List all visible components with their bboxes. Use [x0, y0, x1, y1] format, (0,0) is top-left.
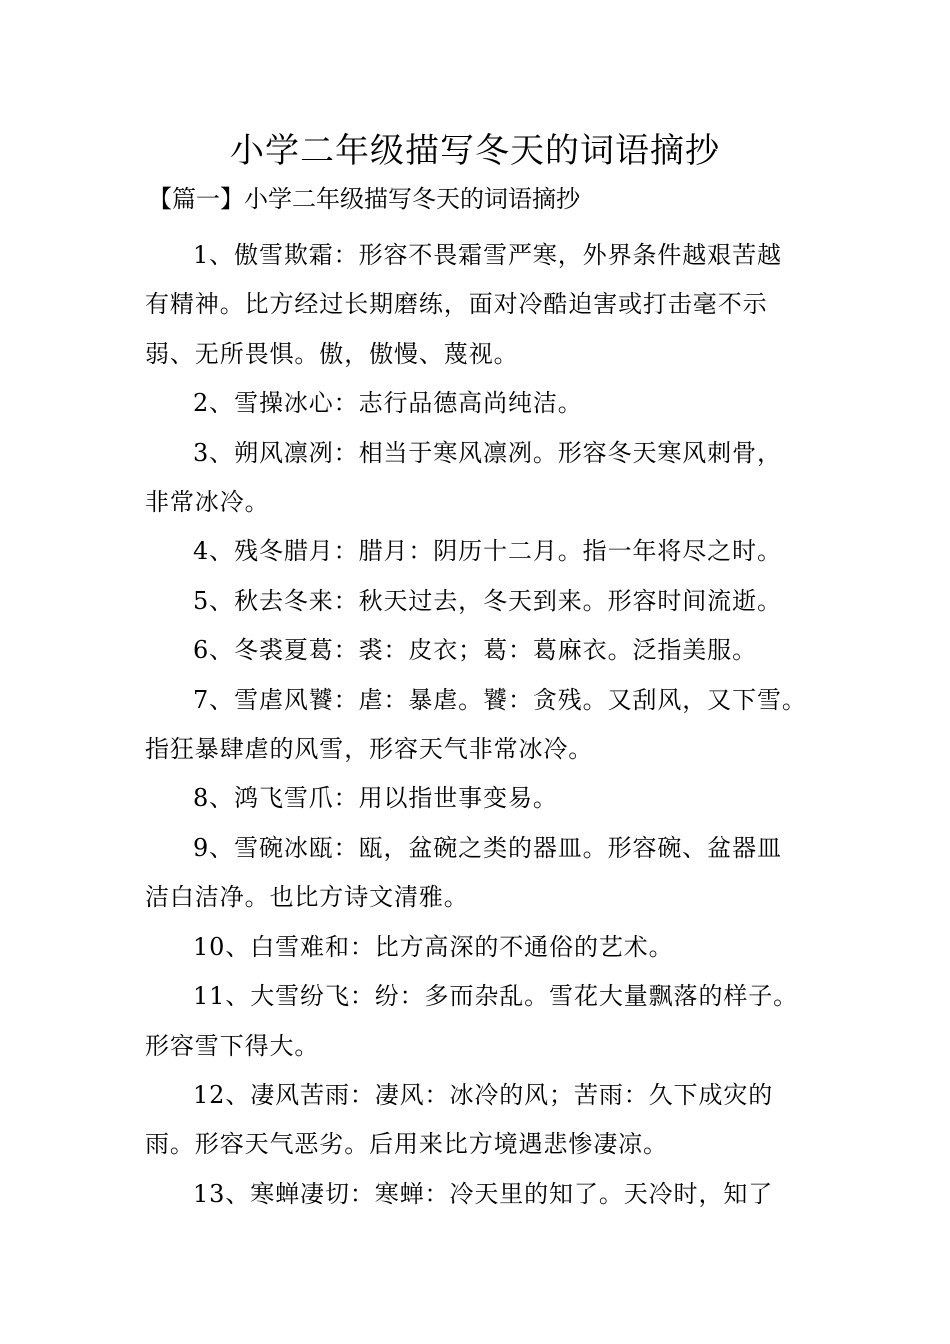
text-line: 12、凄风苦雨：凄风：冰冷的风；苦雨：久下成灾的 — [193, 1080, 774, 1109]
text-line: 2、雪操冰心：志行品德高尚纯洁。 — [193, 389, 583, 418]
text-line: 非常冰冷。 — [145, 488, 270, 517]
text-line: 形容雪下得大。 — [145, 1031, 320, 1060]
text-line: 3、朔风凛冽：相当于寒风凛冽。形容冬天寒风刺骨， — [193, 438, 782, 467]
text-line: 雨。形容天气恶劣。后用来比方境遇悲惨凄凉。 — [145, 1130, 668, 1159]
text-line: 7、雪虐风饕：虐：暴虐。饕：贪残。又刮风，又下雪。 — [193, 685, 807, 714]
text-line: 8、鸿飞雪爪：用以指世事变易。 — [193, 784, 558, 813]
document-body — [145, 231, 825, 1219]
text-line: 10、白雪难和：比方高深的不通俗的艺术。 — [193, 932, 674, 961]
entry-paragraph — [145, 824, 825, 923]
text-line: 1、傲雪欺霜：形容不畏霜雪严寒，外界条件越艰苦越 — [193, 241, 782, 269]
text-line: 弱、无所畏惧。傲，傲慢、蔑视。 — [145, 339, 519, 368]
entry-paragraph — [145, 379, 825, 428]
entry-paragraph — [145, 774, 825, 823]
entry-paragraph — [145, 676, 825, 775]
entry-paragraph — [145, 429, 825, 528]
page-title: 小学二年级描写冬天的词语摘抄 — [230, 131, 720, 171]
entry-paragraph — [145, 923, 825, 972]
text-line: 有精神。比方经过长期磨练，面对冷酷迫害或打击毫不示 — [145, 290, 768, 319]
entry-paragraph — [145, 1170, 825, 1219]
section-heading: 【篇一】小学二年级描写冬天的词语摘抄 — [148, 185, 580, 213]
text-line: 9、雪碗冰瓯：瓯，盆碗之类的器皿。形容碗、盆器皿 — [193, 833, 782, 862]
text-line: 洁白洁净。也比方诗文清雅。 — [145, 883, 469, 912]
text-line: 13、寒蝉凄切：寒蝉：冷天里的知了。天冷时，知了 — [193, 1179, 774, 1208]
entry-paragraph — [145, 626, 825, 675]
text-line: 6、冬裘夏葛：裘：皮衣；葛：葛麻衣。泛指美服。 — [193, 636, 757, 665]
entry-paragraph — [145, 972, 825, 1071]
text-line: 11、大雪纷飞：纷：多而杂乱。雪花大量飘落的样子。 — [193, 982, 799, 1011]
text-line: 4、残冬腊月：腊月：阴历十二月。指一年将尽之时。 — [193, 537, 782, 566]
entry-paragraph — [145, 577, 825, 626]
text-line: 指狂暴肆虐的风雪，形容天气非常冰冷。 — [145, 735, 594, 764]
entry-paragraph — [145, 231, 825, 379]
entry-paragraph — [145, 527, 825, 576]
text-line: 5、秋去冬来：秋天过去，冬天到来。形容时间流逝。 — [193, 586, 782, 615]
entry-paragraph — [145, 1071, 825, 1170]
